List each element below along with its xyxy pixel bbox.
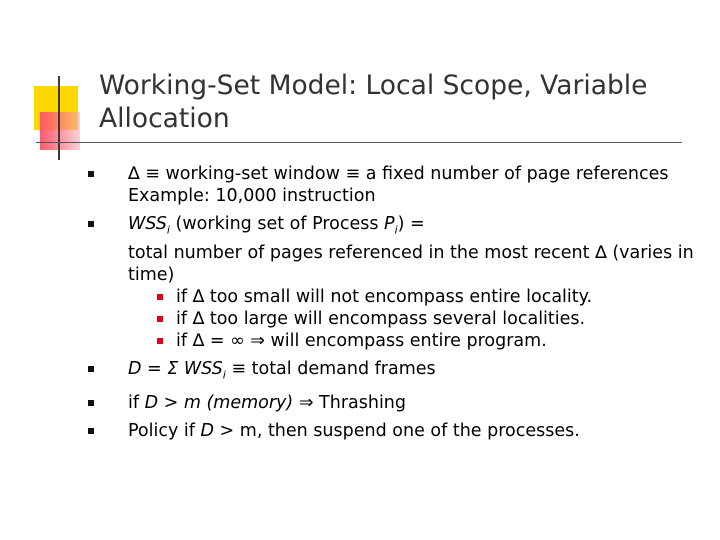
bullet-2-line-1: $WSS_i$ (working set of Process $P_i$) = bbox=[128, 214, 425, 237]
sub-bullet-3: if ∆ = ∞ ⇒ will encompass entire program. bbox=[128, 330, 708, 352]
bullet-2 bbox=[88, 213, 708, 286]
title-underline bbox=[36, 142, 682, 143]
red-square-bullet-icon bbox=[157, 294, 163, 300]
bullet-2-line-2: total number of pages referenced in the most recent ∆ (varies in bbox=[128, 242, 694, 263]
square-bullet-icon bbox=[88, 400, 94, 406]
bullet-1 bbox=[88, 163, 708, 207]
bullet-5: Policy if D > m, then suspend one of the processes. bbox=[88, 420, 708, 442]
square-bullet-icon bbox=[88, 428, 94, 434]
decor-red-square bbox=[40, 112, 80, 150]
bullet-3: D = Σ $WSS_i$ ≡ total demand frames bbox=[88, 358, 708, 387]
square-bullet-icon bbox=[88, 171, 94, 177]
bullet-2-line-3: time) bbox=[128, 264, 175, 285]
bullet-4: if D > m (memory) ⇒ Thrashing bbox=[88, 392, 708, 414]
sub-bullet-1: if ∆ too small will not encompass entire locality. bbox=[128, 286, 708, 308]
square-bullet-icon bbox=[88, 221, 94, 227]
red-square-bullet-icon bbox=[157, 316, 163, 322]
decor-vertical-line bbox=[58, 76, 60, 160]
square-bullet-icon bbox=[88, 366, 94, 372]
bullet-1-line-1: ∆ ≡ working-set window ≡ a fixed number of page references bbox=[128, 164, 669, 184]
bullet-1-line-2: Example: 10,000 instruction bbox=[128, 186, 376, 206]
red-square-bullet-icon bbox=[157, 338, 163, 344]
sub-bullet-2: if ∆ too large will encompass several localities. bbox=[128, 308, 708, 330]
slide-title: Working-Set Model: Local Scope, Variable Allocation bbox=[99, 70, 648, 134]
slide-body bbox=[88, 163, 708, 442]
